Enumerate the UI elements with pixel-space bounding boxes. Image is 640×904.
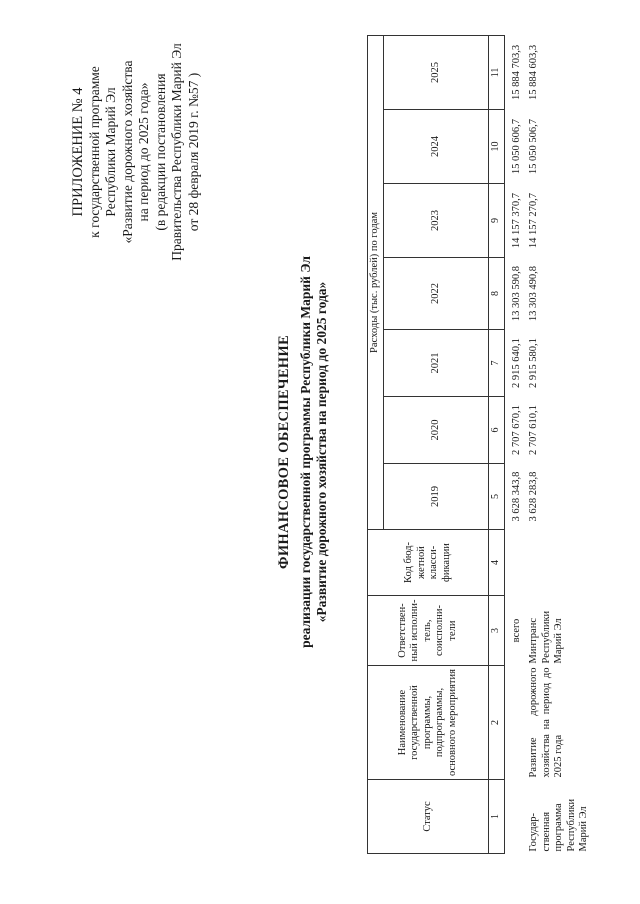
row-value-2020: 2 707 610,1 xyxy=(528,405,539,455)
annex-block xyxy=(70,22,202,282)
row-value-2019: 3 628 283,8 xyxy=(528,471,539,522)
column-number: 8 xyxy=(489,258,505,330)
column-number: 3 xyxy=(489,596,505,666)
row-budget-code xyxy=(504,530,524,596)
row-value-2024: 15 050 606,7 xyxy=(510,118,522,175)
row-value-2023: 14 157 370,7 xyxy=(510,192,522,249)
row-value-2025: 15 884 703,3 xyxy=(510,44,522,101)
row-value-2024: 15 050 506,7 xyxy=(528,118,539,175)
annex-line-8: от 28 февраля 2019 г. №57 ) xyxy=(185,72,201,232)
row-budget-code xyxy=(524,530,592,596)
header-year-2022: 2022 xyxy=(383,258,488,330)
annex-title: ПРИЛОЖЕНИЕ № 4 xyxy=(70,87,86,217)
header-responsible: Ответствен-ный исполни-тель, соисполни-тели xyxy=(368,596,489,666)
header-name: Наименование государственной программы, подпрограммы, основного мероприятия xyxy=(368,666,489,780)
column-number: 10 xyxy=(489,110,505,184)
table-row-program xyxy=(524,35,592,853)
column-number: 5 xyxy=(489,464,505,530)
document-subtitle-2: «Развитие дорожного хозяйства на период до 2025 года» xyxy=(314,281,329,623)
annex-line-5: на период до 2025 года» xyxy=(136,82,151,222)
column-number: 2 xyxy=(489,666,505,780)
row-value-2020: 2 707 670,1 xyxy=(510,405,522,455)
row-value-2023: 14 157 270,7 xyxy=(528,192,539,249)
column-number: 11 xyxy=(489,35,505,109)
document-title: ФИНАНСОВОЕ ОБЕСПЕЧЕНИЕ xyxy=(276,335,292,569)
document-subtitle-1: реализации государственной программы Республики Марий Эл xyxy=(298,256,313,648)
row-responsible: всего xyxy=(510,618,522,643)
header-year-2019: 2019 xyxy=(383,464,488,530)
header-year-2020: 2020 xyxy=(383,397,488,464)
row-status xyxy=(504,780,524,854)
row-value-2022: 13 303 490,8 xyxy=(528,265,539,322)
row-name: Развитие дорожного хозяйства на период до 2025 года xyxy=(528,667,564,778)
annex-line-6: (в редакции постановления xyxy=(152,73,168,231)
header-year-2025: 2025 xyxy=(383,35,488,109)
column-number: 6 xyxy=(489,397,505,464)
document-heading xyxy=(276,80,330,824)
row-value-2021: 2 915 580,1 xyxy=(528,338,539,388)
header-budget-code: Код бюд-жетной класси-фикации xyxy=(368,530,489,596)
annex-line-4: «Развитие дорожного хозяйства xyxy=(119,60,135,244)
column-number: 9 xyxy=(489,184,505,258)
header-year-2021: 2021 xyxy=(383,330,488,397)
row-value-2022: 13 303 590,8 xyxy=(510,265,522,322)
header-status: Статус xyxy=(368,780,489,854)
column-number: 1 xyxy=(489,780,505,854)
annex-line-2: к государственной программе xyxy=(86,66,102,238)
row-name xyxy=(504,666,524,780)
row-value-2019: 3 628 343,8 xyxy=(510,471,522,522)
table-row-total xyxy=(504,35,524,853)
header-expenses-group: Расходы (тыс. рублей) по годам xyxy=(368,35,384,529)
row-responsible: Минтранс Республики Марий Эл xyxy=(528,610,564,664)
annex-line-3: Республики Марий Эл xyxy=(103,87,118,217)
row-value-2025: 15 884 603,3 xyxy=(528,44,539,101)
row-status: Государ-ственная программа Республики Марий Эл xyxy=(528,798,589,852)
column-number: 7 xyxy=(489,330,505,397)
header-year-2024: 2024 xyxy=(383,110,488,184)
financing-table xyxy=(367,35,592,854)
header-year-2023: 2023 xyxy=(383,184,488,258)
column-number: 4 xyxy=(489,530,505,596)
column-number-row xyxy=(489,35,505,853)
annex-line-7: Правительства Республики Марий Эл xyxy=(169,43,184,261)
row-value-2021: 2 915 640,1 xyxy=(510,338,522,388)
